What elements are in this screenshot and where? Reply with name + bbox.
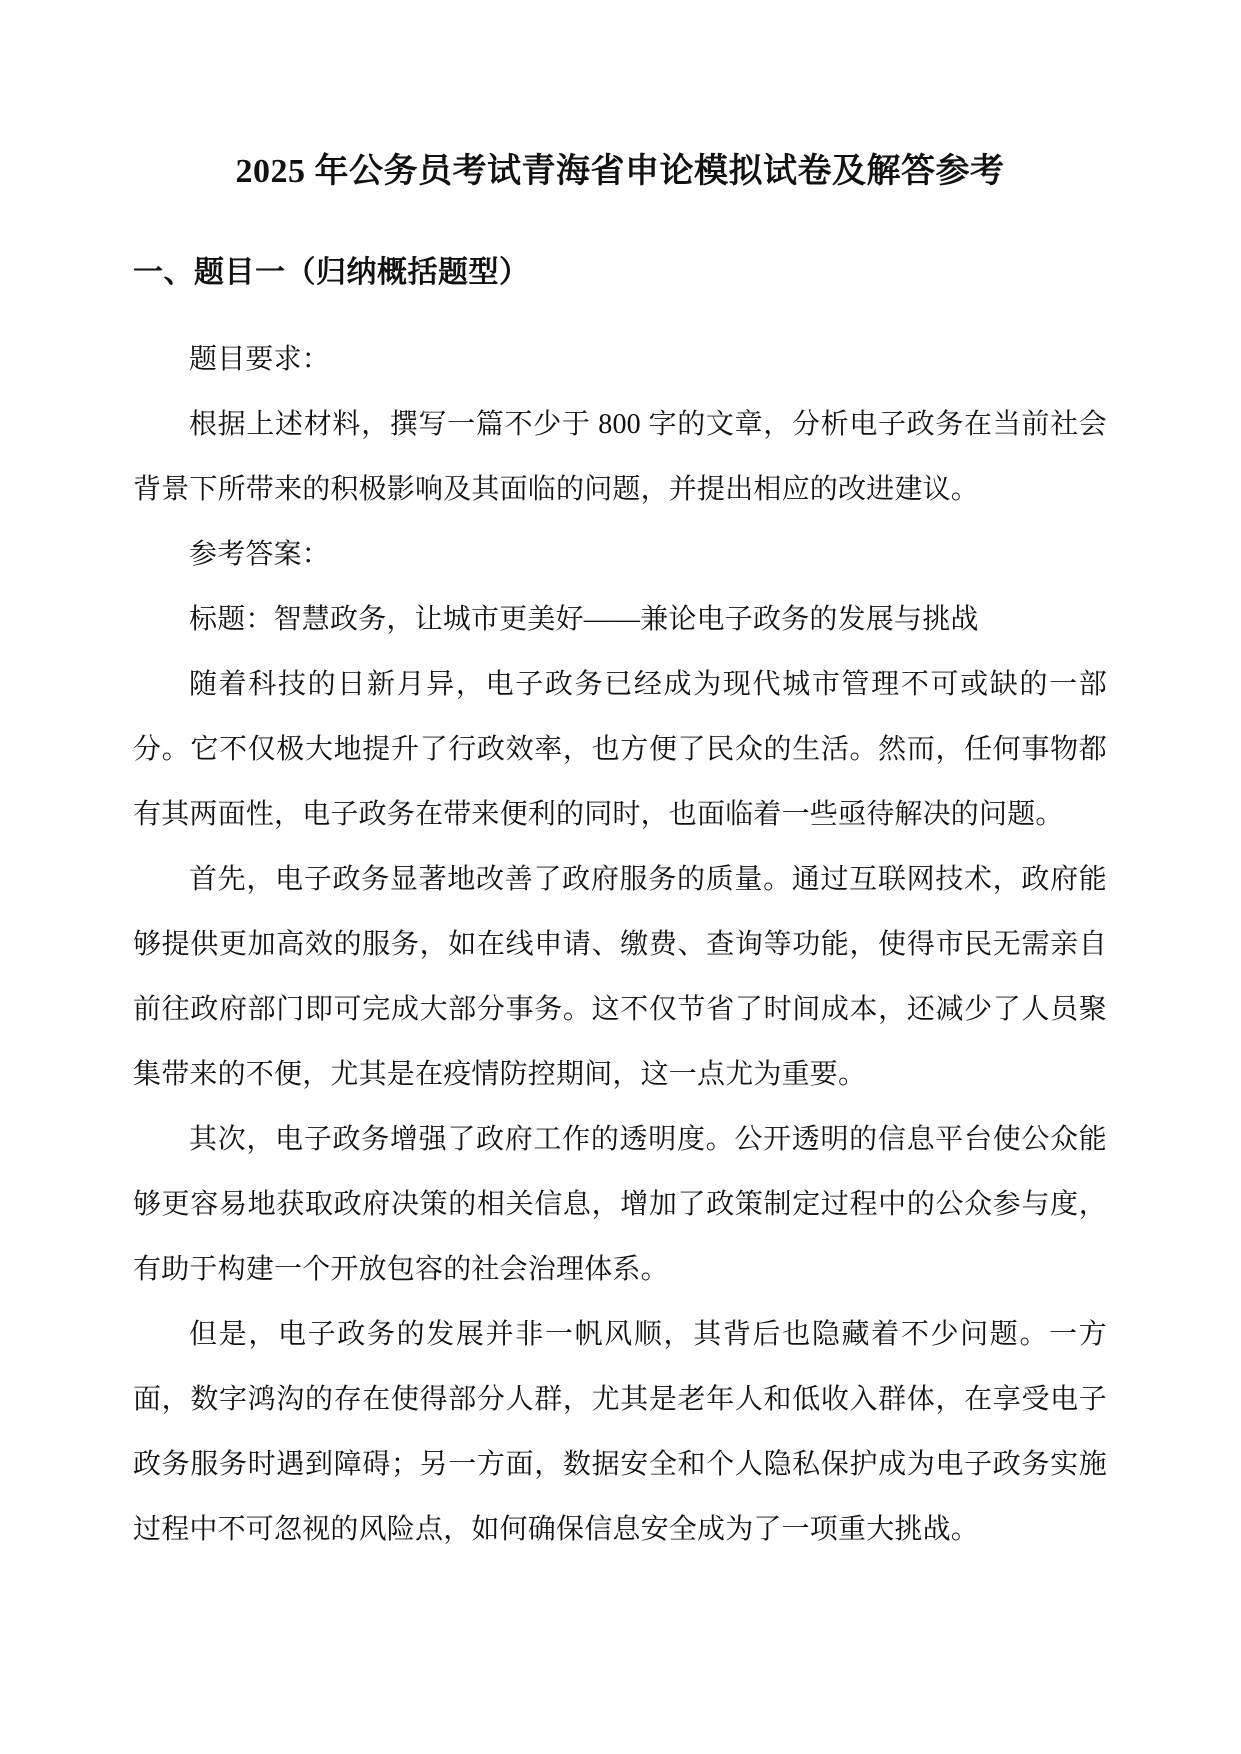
paragraph-essay-problems: 但是，电子政务的发展并非一帆风顺，其背后也隐藏着不少问题。一方面，数字鸿沟的存在使得部分人群，尤其是老年人和低收入群体，在享受电子政务服务时遇到障碍；另一方面，数据安全和个人隐私保护成为电子政务实施过程中不可忽视的风险点，如何确保信息安全成为了一项重大挑战。 <box>133 1318 1107 1545</box>
document-body <box>133 327 1107 1562</box>
paragraph-question-requirements: 根据上述材料，撰写一篇不少于 800 字的文章，分析电子政务在当前社会背景下所带来的积极影响及其面临的问题，并提出相应的改进建议。 <box>133 408 1107 505</box>
paragraph-reference-answer-label: 参考答案： <box>189 538 331 570</box>
paragraph-essay-point-2: 其次，电子政务增强了政府工作的透明度。公开透明的信息平台使公众能够更容易地获取政府决策的相关信息，增加了政策制定过程中的公众参与度，有助于构建一个开放包容的社会治理体系。 <box>133 1123 1107 1285</box>
section-heading: 一、题目一（归纳概括题型） <box>133 255 530 289</box>
paragraph-essay-intro: 随着科技的日新月异，电子政务已经成为现代城市管理不可或缺的一部分。它不仅极大地提升了行政效率，也方便了民众的生活。然而，任何事物都有其两面性，电子政务在带来便利的同时，也面临着一些亟待解决的问题。 <box>133 668 1107 830</box>
paragraph-essay-point-1: 首先，电子政务显著地改善了政府服务的质量。通过互联网技术，政府能够提供更加高效的服务，如在线申请、缴费、查询等功能，使得市民无需亲自前往政府部门即可完成大部分事务。这不仅节省了时间成本，还减少了人员聚集带来的不便，尤其是在疫情防控期间，这一点尤为重要。 <box>133 863 1107 1090</box>
document-title: 2025 年公务员考试青海省申论模拟试卷及解答参考 <box>235 153 1005 190</box>
paragraph-essay-title: 标题：智慧政务，让城市更美好——兼论电子政务的发展与挑战 <box>189 603 979 635</box>
paragraph-question-requirements-label: 题目要求： <box>189 343 331 375</box>
